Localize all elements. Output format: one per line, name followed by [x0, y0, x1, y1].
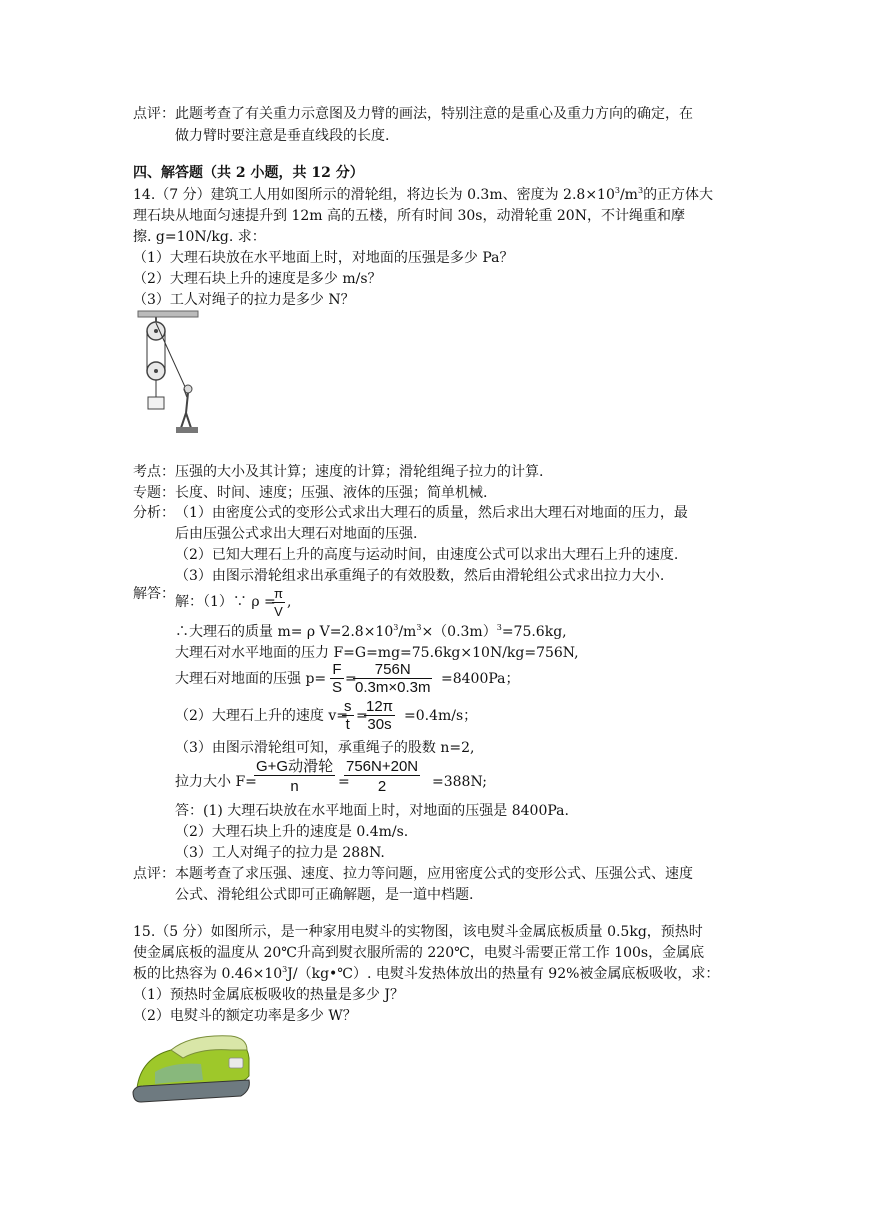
tension-fraction-2 — [344, 758, 420, 798]
jieda-label: 解答： — [133, 586, 175, 602]
sol2-exp3: 3 — [496, 623, 502, 632]
q14-line-3: 擦. g=10N/kg. 求： — [133, 229, 266, 245]
density-numerator: π — [274, 586, 283, 601]
section-heading: 四、解答题（共 2 小题，共 12 分） — [133, 165, 364, 181]
pingjia-line-1: 本题考查了求压强、速度、拉力等问题，应用密度公式的变形公式、压强公式、速度 — [175, 866, 693, 882]
fenxi-line-3: （3）由图示滑轮组求出承重绳子的有效股数，然后由滑轮组公式求出拉力大小. — [175, 568, 665, 584]
sol5-eq: = — [356, 708, 368, 724]
sol2-a: ∴大理石的质量 m= ρ V=2.8×10 — [175, 624, 394, 640]
speed-f2-num: 12π — [366, 698, 394, 715]
fenxi-line-1b: 后由压强公式求出大理石对地面的压强. — [175, 526, 418, 542]
iron-figure — [131, 1028, 253, 1110]
sol4-eq: = — [345, 671, 357, 687]
sol2-exp1: 3 — [393, 623, 399, 632]
sol3-line: 大理石对水平地面的压力 F=G=mg=75.6kg×10N/kg=756N, — [175, 645, 579, 661]
tension-f1-num: G+G动滑轮 — [256, 758, 334, 775]
sol5-prefix: （2）大理石上升的速度 v= — [175, 708, 348, 724]
sol5-suffix: =0.4m/s； — [404, 708, 478, 724]
sol4-suffix: =8400Pa； — [441, 671, 520, 687]
ground — [176, 427, 198, 433]
answer-2: （2）大理石块上升的速度是 0.4m/s. — [175, 824, 409, 840]
q14-line-1 — [133, 185, 713, 205]
q15-line-3a: 板的比热容为 0.46×10 — [133, 966, 283, 982]
marble-block — [148, 397, 164, 409]
sol7-eq: = — [338, 774, 350, 790]
density-denominator: V — [274, 604, 283, 619]
tension-fraction-1 — [254, 758, 335, 798]
comment-label: 点评： — [133, 106, 175, 122]
q14-unit: /m — [619, 187, 638, 203]
q15-line-3 — [133, 964, 719, 984]
answer-3: （3）工人对绳子的拉力是 288N. — [175, 845, 385, 861]
q14-line-1a: 14.（7 分）建筑工人用如图所示的滑轮组，将边长为 0.3m、密度为 2.8×10 — [133, 187, 615, 203]
comment-line-1: 此题考查了有关重力示意图及力臂的画法，特别注意的是重心及重力方向的确定，在 — [175, 106, 693, 122]
pressure-f2-num: 756N — [353, 661, 432, 679]
ceiling-beam — [138, 311, 198, 317]
q14-exp: 3 — [614, 186, 620, 195]
sol1-suffix: , — [287, 594, 292, 610]
fenxi-line-1: （1）由密度公式的变形公式求出大理石的质量，然后求出大理石对地面的压力，最 — [175, 505, 688, 521]
pressure-f2-den: 0.3m×0.3m — [355, 679, 431, 696]
fenxi-label: 分析： — [133, 505, 175, 521]
sol2-b: /m — [398, 624, 417, 640]
tension-f2-num: 756N+20N — [346, 758, 419, 775]
q14-line-2: 理石块从地面匀速提升到 12m 高的五楼，所有时间 30s，动滑轮重 20N，不计绳重和摩 — [133, 208, 685, 224]
q15-exp: 3 — [282, 965, 288, 974]
kaodian-text: 压强的大小及其计算；速度的计算；滑轮组绳子拉力的计算. — [175, 464, 544, 480]
speed-f1-num: s — [344, 698, 352, 715]
answer-1: 答：(1) 大理石块放在水平地面上时，对地面的压强是 8400Pa. — [175, 803, 569, 819]
q14-sub-2: （2）大理石块上升的速度是多少 m/s？ — [133, 271, 382, 287]
q15-sub-1: （1）预热时金属底板吸收的热量是多少 J？ — [133, 987, 404, 1003]
pulley-figure — [136, 309, 216, 435]
pressure-f1-den: S — [332, 679, 343, 696]
kaodian-label: 考点： — [133, 464, 175, 480]
q15-sub-2: （2）电熨斗的额定功率是多少 W？ — [133, 1008, 357, 1024]
speed-fraction-2 — [364, 698, 395, 733]
fixed-pulley-axle — [154, 329, 158, 333]
sol2-exp2: 3 — [416, 623, 422, 632]
q15-line-3b: J/（kg•℃）. 电熨斗发热体放出的热量有 92%被金属底板吸收，求： — [287, 966, 720, 982]
sol2-d: =75.6kg, — [501, 624, 567, 640]
tension-f2-den: 2 — [377, 778, 387, 795]
comment-line-2: 做力臂时要注意是垂直线段的长度. — [175, 128, 390, 144]
sol6-line: （3）由图示滑轮组可知，承重绳子的股数 n=2, — [175, 740, 475, 756]
fenxi-line-2: （2）已知大理石上升的高度与运动时间，由速度公式可以求出大理石上升的速度. — [175, 547, 679, 563]
speed-f2-den: 30s — [367, 716, 392, 733]
q14-sub-1: （1）大理石块放在水平地面上时，对地面的压强是多少 Pa？ — [133, 250, 514, 266]
density-fraction — [272, 585, 285, 620]
iron-dial — [229, 1058, 243, 1068]
pingjia-line-2: 公式、滑轮组公式即可正确解题，是一道中档题. — [175, 887, 474, 903]
q14-unit-exp: 3 — [637, 186, 644, 195]
zhuanti-label: 专题： — [133, 485, 175, 501]
tension-f1-den: n — [290, 778, 299, 795]
sol1-prefix: 解：（1）∵ ρ = — [175, 594, 276, 610]
moving-pulley-axle — [154, 369, 158, 373]
q14-sub-3: （3）工人对绳子的拉力是多少 N？ — [133, 292, 355, 308]
sol2-c: ×（0.3m） — [421, 624, 497, 640]
sol4-prefix: 大理石对地面的压强 p= — [175, 671, 327, 687]
pingjia-label: 点评： — [133, 866, 175, 882]
q15-line-2: 使金属底板的温度从 20℃升高到熨衣服所需的 220℃，电熨斗需要正常工作 100s，金属底 — [133, 945, 705, 961]
pressure-f1-num: F — [330, 661, 344, 679]
pressure-fraction-2 — [353, 661, 432, 696]
speed-fraction-1 — [342, 698, 354, 733]
sol2-line — [175, 622, 567, 642]
speed-f1-den: t — [345, 716, 350, 733]
q14-line-1b: 的正方体大 — [643, 187, 714, 203]
sol7-prefix: 拉力大小 F= — [175, 774, 257, 790]
pressure-fraction-1 — [330, 661, 344, 696]
sol7-suffix: =388N; — [432, 774, 487, 790]
q15-line-1: 15.（5 分）如图所示，是一种家用电熨斗的实物图，该电熨斗金属底板质量 0.5kg，预热时 — [133, 924, 703, 940]
zhuanti-text: 长度、时间、速度；压强、液体的压强；简单机械. — [175, 485, 488, 501]
